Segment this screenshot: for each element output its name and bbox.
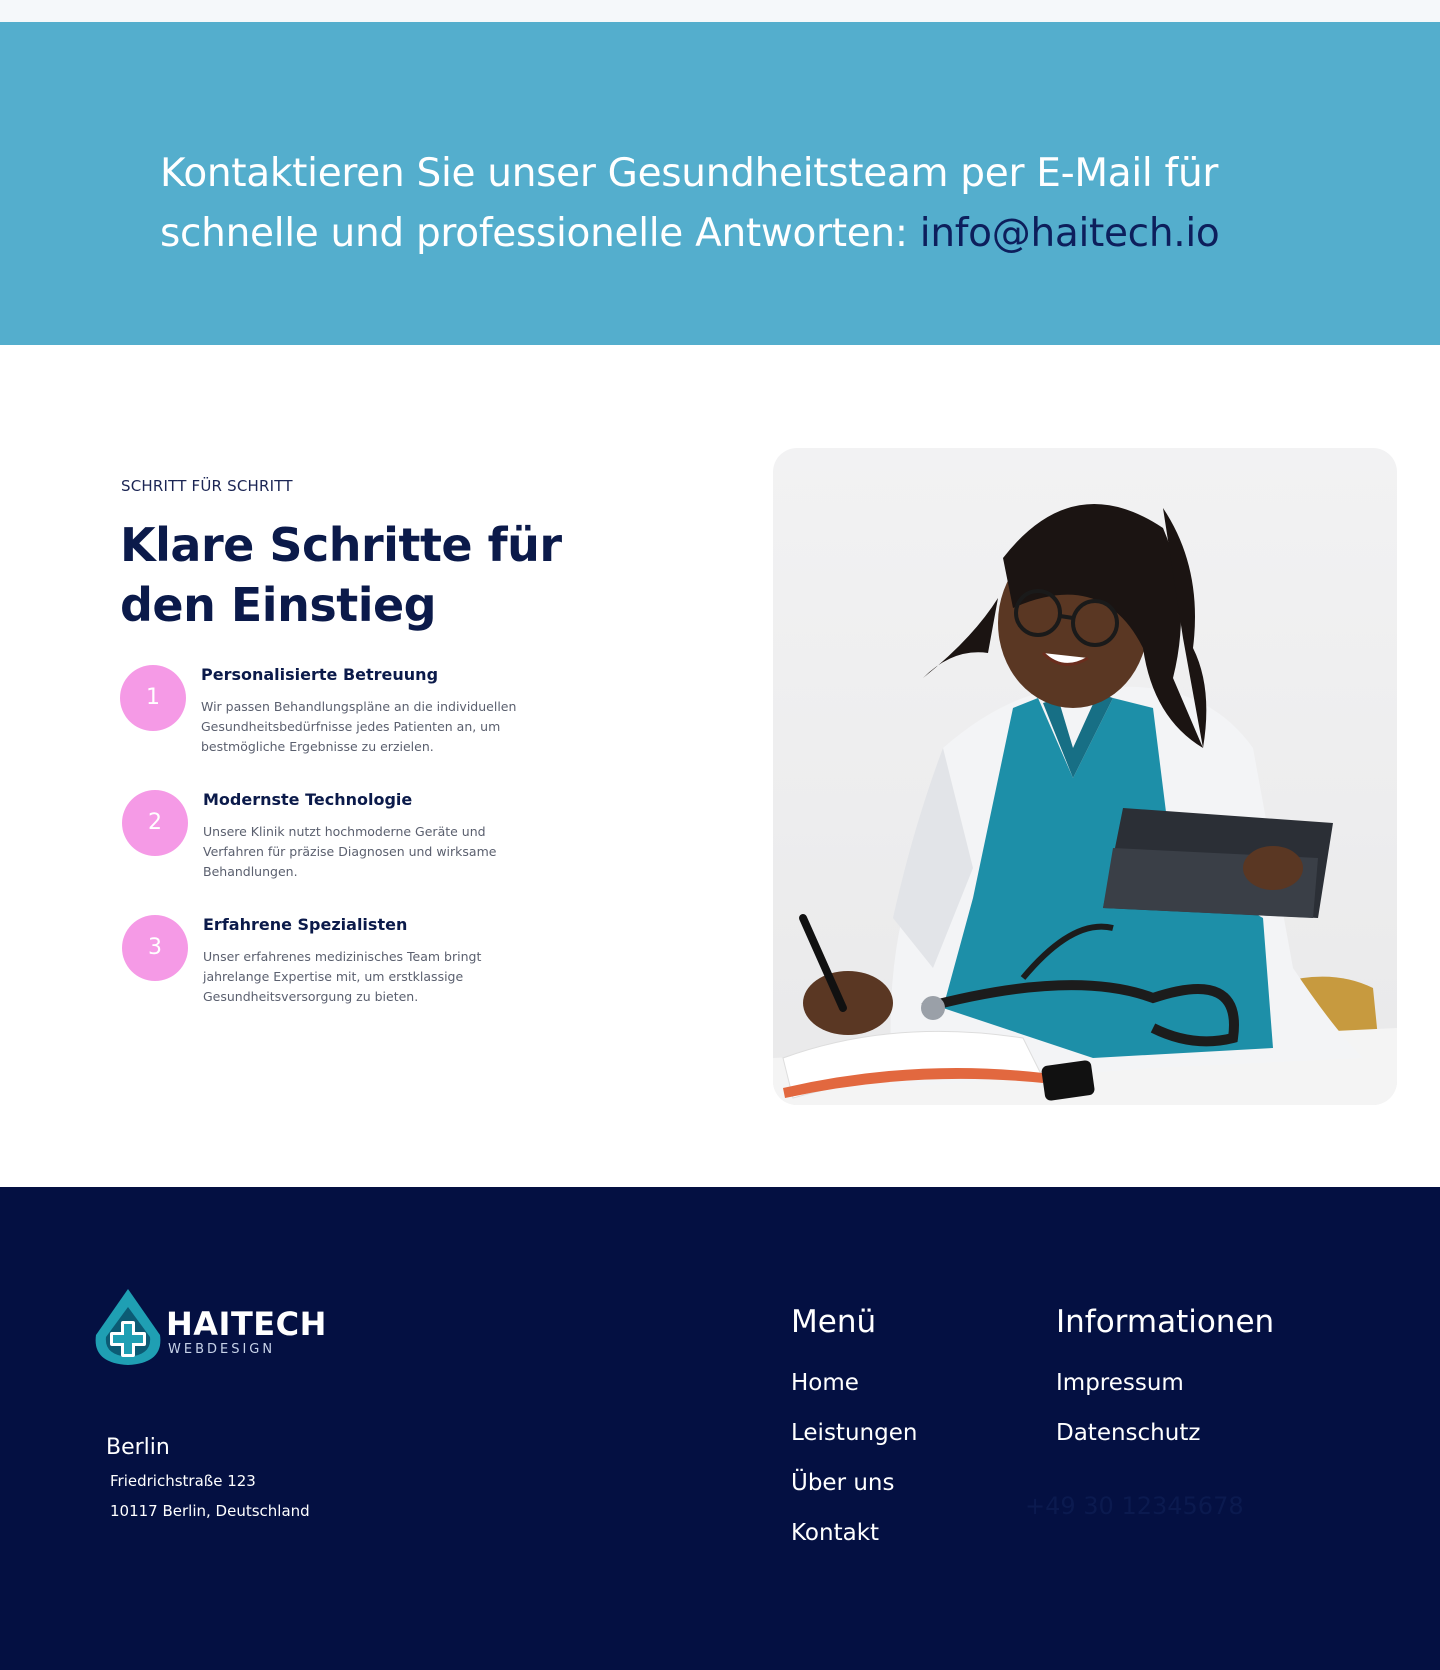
step-heading: Personalisierte Betreuung [201,665,439,684]
haitech-logo[interactable] [92,1287,332,1367]
footer-link-ueber-uns[interactable]: Über uns [791,1470,895,1496]
steps-section [0,345,1440,1187]
footer-phone[interactable]: +49 30 12345678 [1025,1492,1244,1520]
top-strip [0,0,1440,22]
step-heading: Erfahrene Spezialisten [203,915,408,934]
footer-info-title: Informationen [1056,1304,1275,1340]
site-footer [0,1187,1440,1670]
contact-email-link[interactable]: info@haitech.io [919,211,1220,256]
step-description: Unsere Klinik nutzt hochmoderne Geräte und Verfahren für präzise Diagnosen und wirksame Behandlungen. [203,824,497,879]
footer-link-home[interactable]: Home [791,1370,859,1396]
footer-link-kontakt[interactable]: Kontakt [791,1520,880,1546]
footer-city: Berlin [106,1435,170,1460]
footer-postal-city: 10117 Berlin, Deutschland [110,1502,310,1520]
doctor-illustration [773,448,1397,1105]
step-heading: Modernste Technologie [203,790,413,809]
step-number-badge: 2 [122,790,188,856]
logo-wordmark: HAITECH [166,1305,327,1343]
logo-tagline: WEBDESIGN [168,1342,276,1357]
contact-banner-text [160,144,1280,264]
steps-eyebrow: SCHRITT FÜR SCHRITT [121,477,293,495]
footer-link-impressum[interactable]: Impressum [1056,1370,1184,1396]
doctor-photo [773,448,1397,1105]
step-number-badge: 1 [120,665,186,731]
step-description: Wir passen Behandlungspläne an die individuellen Gesundheitsbedürfnisse jedes Patienten an, um bestmögliche Ergebnisse zu erzielen. [201,699,517,754]
footer-menu-title: Menü [791,1304,877,1340]
footer-street: Friedrichstraße 123 [110,1472,256,1490]
contact-banner [0,22,1440,345]
step-description: Unser erfahrenes medizinisches Team bringt jahrelange Expertise mit, um erstklassige Gesundheitsversorgung zu bieten. [203,949,482,1004]
footer-link-leistungen[interactable]: Leistungen [791,1420,918,1446]
step-number-badge: 3 [122,915,188,981]
logo-drop-icon [92,1287,164,1367]
steps-title: Klare Schritte für den Einstieg [120,518,562,632]
contact-banner-message: Kontaktieren Sie unser Gesundheitsteam per E-Mail für schnelle und professionelle Antworten: [160,151,1219,256]
footer-link-datenschutz[interactable]: Datenschutz [1056,1420,1201,1446]
